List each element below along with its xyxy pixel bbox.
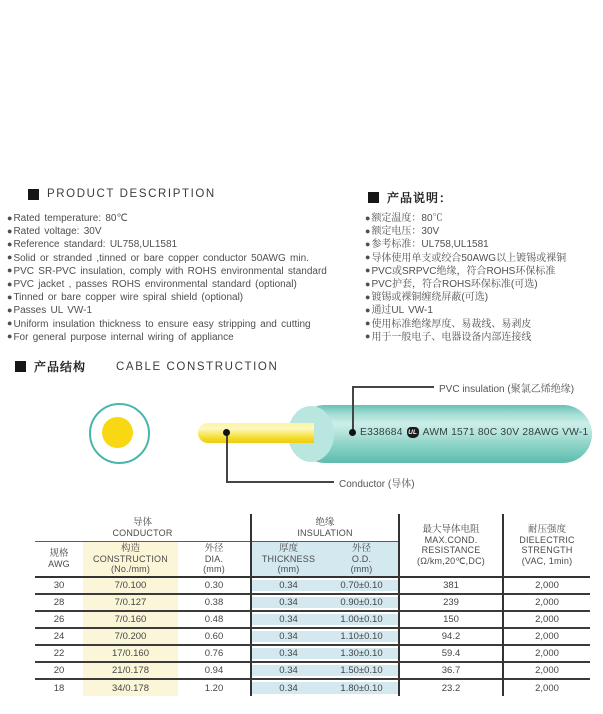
spec-item: ● 导体使用单支或绞合50AWG以上镀锡或裸铜 — [365, 252, 601, 265]
cell-construction: 7/0.200 — [83, 628, 178, 645]
cell-awg: 30 — [53, 580, 65, 591]
description-item: ● Tinned or bare copper wire spiral shield (optional) — [7, 291, 359, 304]
table-row — [35, 645, 590, 662]
spec-item: ● 用于一般电子、电器设备内部连接线 — [365, 331, 601, 344]
cell-dia: 0.94 — [178, 662, 251, 679]
cell-awg: 18 — [35, 679, 83, 696]
cell-construction: 17/0.160 — [83, 645, 178, 662]
description-item: ● Rated voltage: 30V — [7, 225, 359, 238]
cell-dia: 0.60 — [178, 628, 251, 645]
conductor-rod — [198, 423, 314, 443]
dia-column-header: 外径 DIA. (mm) — [178, 541, 251, 577]
pvc-leader-dot — [349, 429, 356, 436]
spec-header — [368, 189, 452, 206]
cell-od: 1.30±0.10 — [325, 645, 399, 662]
square-bullet-icon — [28, 189, 39, 200]
product-description-list — [7, 212, 359, 344]
spec-item: ● PVC护套，符合ROHS环保标准(可选) — [365, 278, 601, 291]
description-item: ● For general purpose internal wiring of appliance — [7, 331, 359, 344]
cell-thickness: 0.34 — [251, 594, 325, 611]
cell-dia: 1.20 — [178, 679, 251, 696]
pvc-leader-line-vertical — [352, 386, 354, 433]
spec-title: 产品说明： — [387, 191, 453, 205]
product-description-title: PRODUCT DESCRIPTION — [47, 188, 216, 200]
cell-od: 1.10±0.10 — [325, 628, 399, 645]
ul-logo-icon: UL — [408, 429, 418, 436]
cell-awg: 24 — [35, 628, 83, 645]
cell-resistance: 381 — [399, 577, 503, 594]
cable-cross-section-core — [102, 417, 133, 448]
insulation-group-header — [251, 514, 399, 541]
cell-dia: 0.76 — [178, 645, 251, 662]
cell-dielectric: 2,000 — [503, 594, 590, 611]
pvc-leader-line-horizontal — [352, 386, 434, 388]
conductor-label: Conductor (导体) — [339, 479, 415, 490]
thickness-column-header: 厚度 THICKNESS (mm) — [251, 541, 325, 577]
construction-column-header: 构造 CONSTRUCTION (No./mm) — [83, 541, 178, 577]
cell-dielectric: 2,000 — [503, 628, 590, 645]
table-row — [35, 679, 590, 696]
cell-dia: 0.38 — [178, 594, 251, 611]
cell-construction: 7/0.100 — [83, 577, 178, 594]
cell-dia: 0.48 — [178, 611, 251, 628]
table-row — [35, 611, 590, 628]
cell-resistance: 94.2 — [399, 628, 503, 645]
spec-item: ● 参考标准：UL758,UL1581 — [365, 238, 601, 251]
table-row — [35, 594, 590, 611]
cell-resistance: 23.2 — [399, 679, 503, 696]
cable-construction-title-en: CABLE CONSTRUCTION — [116, 360, 279, 373]
cell-resistance: 36.7 — [399, 662, 503, 679]
cell-thickness: 0.34 — [251, 679, 325, 696]
cell-dielectric: 2,000 — [503, 679, 590, 696]
cell-construction: 7/0.127 — [83, 594, 178, 611]
conductor-leader-line-horizontal — [226, 481, 334, 483]
square-bullet-icon — [15, 361, 26, 372]
description-item: ● PVC SR-PVC insulation, comply with ROHS environmental standard — [7, 265, 359, 278]
spec-item: ● 镀锡或裸铜缠绕屏蔽(可选) — [365, 291, 601, 304]
cable-print-cert-number: E338684 — [360, 427, 403, 438]
conductor-leader-dot — [223, 429, 230, 436]
cell-resistance: 150 — [399, 611, 503, 628]
table-row — [35, 577, 590, 594]
cable-construction-title-zh: 产品结构 — [34, 360, 87, 374]
cell-construction: 7/0.160 — [83, 611, 178, 628]
cell-dielectric: 2,000 — [503, 645, 590, 662]
pvc-insulation-label: PVC insulation (聚氯乙烯绝缘) — [439, 384, 575, 395]
description-item: ● Solid or stranded ,tinned or bare copper conductor 50AWG min. — [7, 252, 359, 265]
cell-od: 1.00±0.10 — [325, 611, 399, 628]
cell-thickness: 0.34 — [251, 577, 325, 594]
resistance-column-header: 最大导体电阻 MAX.COND. RESISTANCE (Ω/km,20℃,DC) — [399, 514, 503, 577]
cable-print-rating: AWM 1571 80C 30V 28AWG VW-1 — [422, 427, 589, 438]
spec-item: ● 额定温度：80℃ — [365, 212, 601, 225]
cell-dielectric: 2,000 — [535, 580, 559, 591]
cell-awg: 22 — [35, 645, 83, 662]
conductor-group-zh: 导体 — [133, 516, 153, 528]
spec-item: ● PVC或SRPVC绝缘，符合ROHS环保标准 — [365, 265, 601, 278]
table-row — [35, 628, 590, 645]
product-description-header — [28, 188, 216, 200]
cell-resistance: 239 — [399, 594, 503, 611]
cell-resistance: 59.4 — [399, 645, 503, 662]
description-item: ● Reference standard: UL758,UL1581 — [7, 238, 359, 251]
cell-dia: 0.30 — [178, 577, 251, 594]
cell-thickness: 0.34 — [251, 662, 325, 679]
spec-item: ● 额定电压：30V — [365, 225, 601, 238]
conductor-group-en: CONDUCTOR — [112, 527, 173, 538]
od-column-header: 外径 O.D. (mm) — [325, 541, 399, 577]
cell-thickness: 0.34 — [251, 628, 325, 645]
conductor-group-header — [35, 514, 251, 541]
spec-item: ● 通过UL VW-1 — [365, 304, 601, 317]
description-item: ● Passes UL VW-1 — [7, 304, 359, 317]
description-item: ● PVC jacket , passes ROHS environmental standard (optional) — [7, 278, 359, 291]
cell-construction: 21/0.178 — [83, 662, 178, 679]
table-row — [35, 662, 590, 679]
spec-list — [365, 212, 601, 344]
insulation-group-en: INSULATION — [297, 527, 353, 538]
square-bullet-icon — [368, 192, 379, 203]
dielectric-column-header: 耐压强度 DIELECTRIC STRENGTH (VAC, 1min) — [503, 514, 590, 577]
cell-construction: 34/0.178 — [83, 679, 178, 696]
cable-print-marking — [360, 427, 592, 438]
cell-od: 1.50±0.10 — [325, 662, 399, 679]
cell-thickness: 0.34 — [251, 645, 325, 662]
cell-awg: 20 — [35, 662, 83, 679]
spec-table — [35, 514, 590, 696]
cell-dielectric: 2,000 — [503, 611, 590, 628]
spec-item: ● 使用标准绝缘厚度、易裁线、易剥皮 — [365, 318, 601, 331]
conductor-leader-line-vertical — [226, 433, 228, 482]
cell-awg: 28 — [35, 594, 83, 611]
cell-thickness: 0.34 — [251, 611, 325, 628]
description-item: ● Rated temperature: 80℃ — [7, 212, 359, 225]
awg-column-header: 规格 AWG — [35, 541, 83, 577]
cell-dielectric: 2,000 — [503, 662, 590, 679]
description-item: ● Uniform insulation thickness to ensure easy stripping and cutting — [7, 318, 359, 331]
cell-od: 0.90±0.10 — [325, 594, 399, 611]
cable-construction-header — [15, 358, 278, 375]
cell-od: 1.80±0.10 — [325, 679, 399, 696]
cell-od: 0.70±0.10 — [325, 577, 399, 594]
cell-awg: 26 — [35, 611, 83, 628]
insulation-group-zh: 绝缘 — [315, 516, 335, 528]
